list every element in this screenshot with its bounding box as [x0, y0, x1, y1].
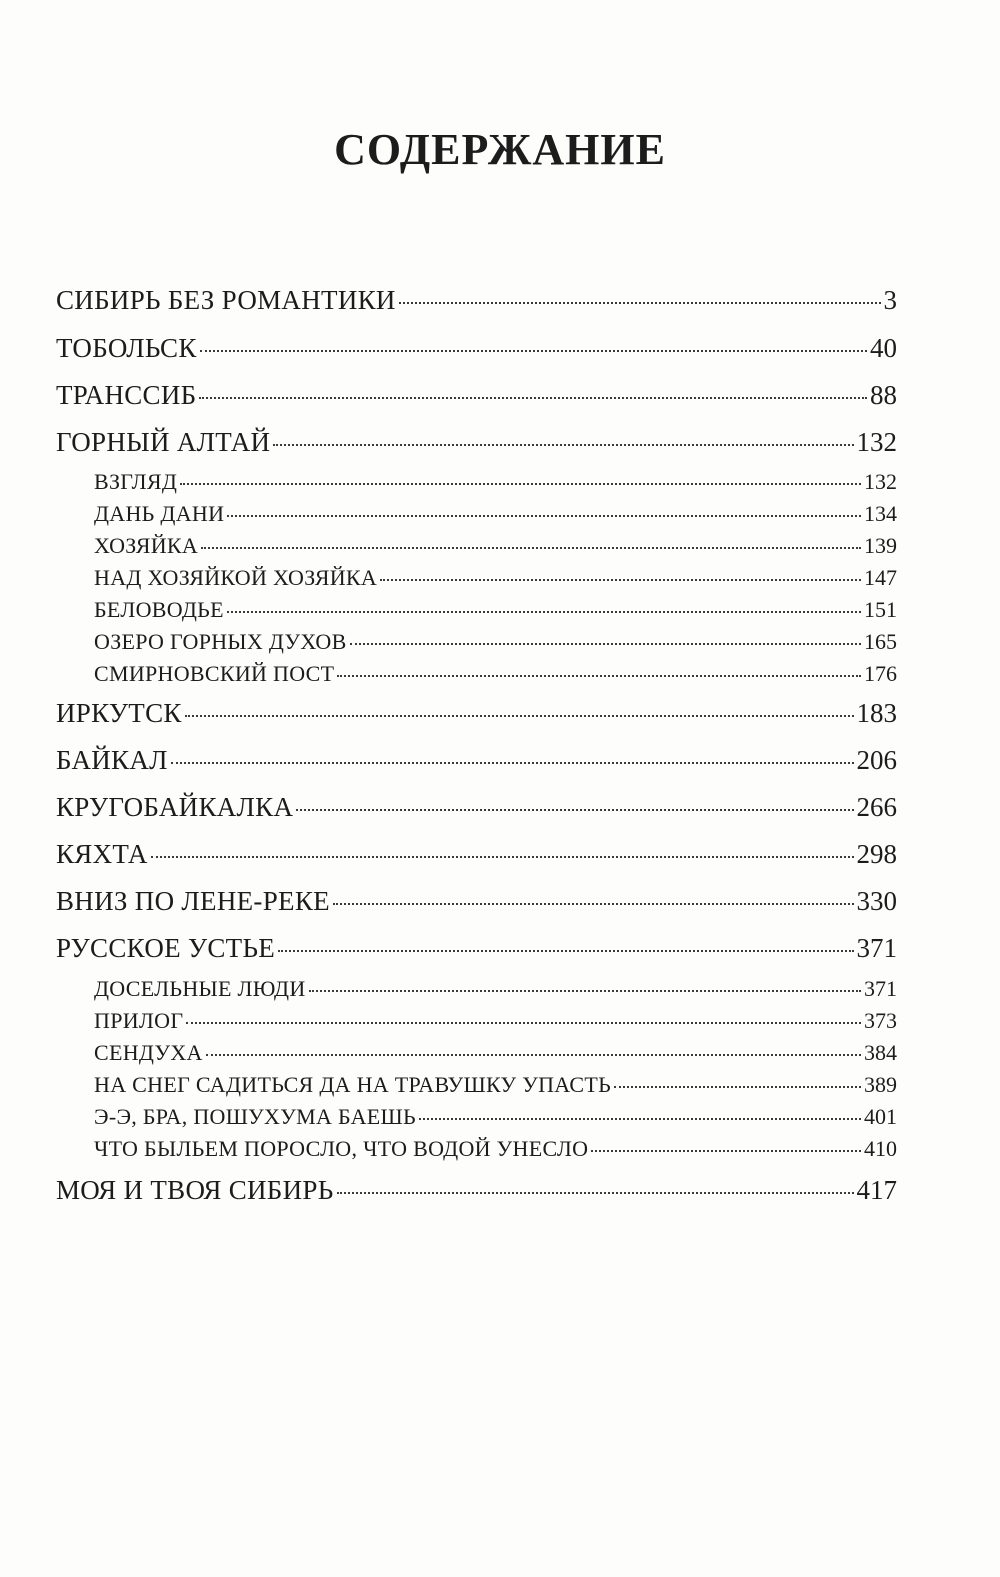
toc-subentry-title: Э-Э, БРА, ПОШУХУМА БАЕШЬ: [94, 1104, 416, 1129]
dot-leader: [614, 1086, 861, 1088]
toc-entry-page: 183: [856, 698, 897, 728]
toc-subentry-page: 176: [864, 661, 897, 686]
toc-subentry-page: 401: [864, 1104, 897, 1129]
toc-subentry-page: 147: [864, 565, 897, 590]
dot-leader: [278, 950, 853, 952]
toc-entry-page: 206: [856, 745, 897, 775]
dot-leader: [206, 1054, 861, 1056]
dot-leader: [333, 903, 854, 905]
toc-subentry[interactable]: [94, 564, 897, 592]
toc-entry-title: ГОРНЫЙ АЛТАЙ: [56, 427, 271, 457]
toc-subentry-page: 389: [864, 1072, 897, 1097]
toc-subentry-page: 410: [864, 1136, 897, 1161]
dot-leader: [185, 715, 854, 717]
toc-subentry[interactable]: [94, 468, 897, 496]
dot-leader: [380, 579, 861, 581]
toc-subentry-page: 132: [864, 469, 897, 494]
toc-entry[interactable]: [56, 1173, 897, 1207]
toc-entry-page: 132: [856, 427, 897, 457]
dot-leader: [199, 397, 867, 399]
toc-entry[interactable]: [56, 331, 897, 365]
toc-entry[interactable]: [56, 425, 897, 459]
toc-subentry-title: ХОЗЯЙКА: [94, 533, 199, 558]
toc-entry[interactable]: [56, 743, 897, 777]
toc-subentry[interactable]: [94, 628, 897, 656]
toc-entry[interactable]: [56, 283, 897, 317]
toc-entry-page: 40: [870, 333, 897, 363]
toc-entry-title: ТОБОЛЬСК: [56, 333, 197, 363]
toc-entry-title: КЯХТА: [56, 839, 148, 869]
dot-leader: [171, 762, 854, 764]
dot-leader: [309, 990, 861, 992]
toc-entry-page: 417: [856, 1175, 897, 1205]
dot-leader: [227, 515, 861, 517]
toc-subentry-title: ДАНЬ ДАНИ: [94, 501, 225, 526]
toc-entry-title: ИРКУТСК: [56, 698, 182, 728]
dot-leader: [180, 483, 861, 485]
toc-subentry-page: 151: [864, 597, 897, 622]
toc-entry[interactable]: [56, 931, 897, 965]
dot-leader: [591, 1150, 861, 1152]
toc-subentry[interactable]: [94, 532, 897, 560]
toc-entry-title: СИБИРЬ БЕЗ РОМАНТИКИ: [56, 285, 396, 315]
toc-entry[interactable]: [56, 790, 897, 824]
dot-leader: [350, 643, 861, 645]
toc-entry-title: ТРАНССИБ: [56, 380, 197, 410]
dot-leader: [337, 675, 861, 677]
toc-subentry-title: ОЗЕРО ГОРНЫХ ДУХОВ: [94, 629, 347, 654]
toc-entry-title: КРУГОБАЙКАЛКА: [56, 792, 294, 822]
toc-subentry-title: ПРИЛОГ: [94, 1008, 184, 1033]
toc-entry-page: 3: [883, 285, 897, 315]
toc-entry-page: 330: [856, 886, 897, 916]
toc-entry-page: 298: [856, 839, 897, 869]
toc-subentry-title: СЕНДУХА: [94, 1040, 203, 1065]
toc-subentry-title: СМИРНОВСКИЙ ПОСТ: [94, 661, 335, 686]
toc-entry-page: 266: [856, 792, 897, 822]
dot-leader: [200, 350, 867, 352]
toc-entry[interactable]: [56, 696, 897, 730]
toc-subentry[interactable]: [94, 1071, 897, 1099]
toc-subentry[interactable]: [94, 1039, 897, 1067]
dot-leader: [227, 611, 861, 613]
toc-subentry-page: 134: [864, 501, 897, 526]
toc-subentry-title: БЕЛОВОДЬЕ: [94, 597, 224, 622]
toc-subentry-page: 373: [864, 1008, 897, 1033]
toc-subentry[interactable]: [94, 975, 897, 1003]
dot-leader: [186, 1022, 861, 1024]
toc-subentry[interactable]: [94, 1007, 897, 1035]
toc-subentry-title: НА СНЕГ САДИТЬСЯ ДА НА ТРАВУШКУ УПАСТЬ: [94, 1072, 612, 1097]
dot-leader: [201, 547, 861, 549]
dot-leader: [273, 444, 853, 446]
toc-entry[interactable]: [56, 378, 897, 412]
toc-entry[interactable]: [56, 884, 897, 918]
dot-leader: [296, 809, 853, 811]
toc-subentry-page: 371: [864, 976, 897, 1001]
toc-subentry[interactable]: [94, 1103, 897, 1131]
toc-subentry[interactable]: [94, 660, 897, 688]
toc-entry-title: ВНИЗ ПО ЛЕНЕ-РЕКЕ: [56, 886, 330, 916]
toc-subentry-title: ВЗГЛЯД: [94, 469, 178, 494]
toc-entry[interactable]: [56, 837, 897, 871]
toc-subentry[interactable]: [94, 1135, 897, 1163]
toc-subentry[interactable]: [94, 500, 897, 528]
dot-leader: [151, 856, 854, 858]
page-title: СОДЕРЖАНИЕ: [334, 125, 666, 174]
toc-subentry-page: 139: [864, 533, 897, 558]
toc-subentry-title: НАД ХОЗЯЙКОЙ ХОЗЯЙКА: [94, 565, 378, 590]
toc-subentry-title: ДОСЕЛЬНЫЕ ЛЮДИ: [94, 976, 306, 1001]
toc-subentry[interactable]: [94, 596, 897, 624]
toc-entry-title: БАЙКАЛ: [56, 745, 168, 775]
toc-entry-title: МОЯ И ТВОЯ СИБИРЬ: [56, 1175, 334, 1205]
toc-entry-title: РУССКОЕ УСТЬЕ: [56, 933, 276, 963]
dot-leader: [399, 302, 881, 304]
dot-leader: [337, 1192, 854, 1194]
toc-subentry-title: ЧТО БЫЛЬЕМ ПОРОСЛО, ЧТО ВОДОЙ УНЕСЛО: [94, 1136, 589, 1161]
toc-entry-page: 88: [870, 380, 897, 410]
toc-entry-page: 371: [856, 933, 897, 963]
toc-subentry-page: 165: [864, 629, 897, 654]
dot-leader: [419, 1118, 861, 1120]
toc-subentry-page: 384: [864, 1040, 897, 1065]
